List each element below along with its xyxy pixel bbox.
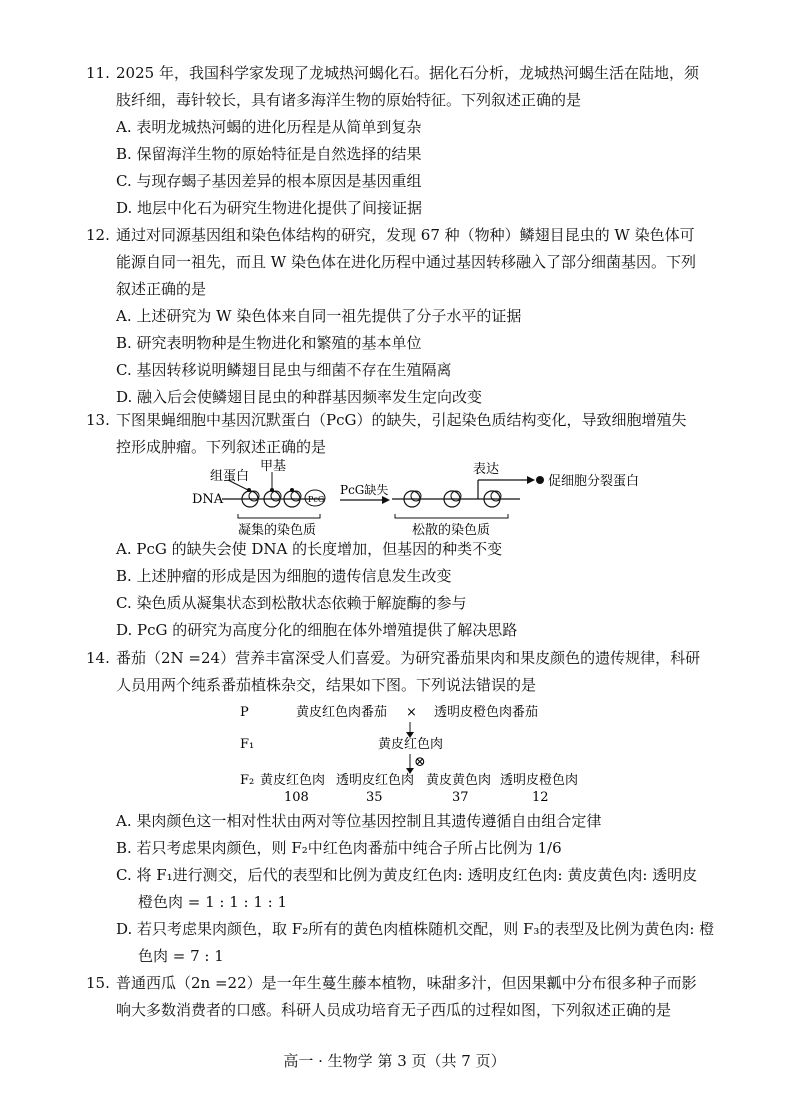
methyl-label: 甲基 xyxy=(260,459,287,474)
question-text: 叙述正确的是 xyxy=(116,280,207,298)
option-a: A. PcG 的缺失会使 DNA 的长度增加，但基因的种类不变 xyxy=(116,540,503,558)
question-text: 2025 年，我国科学家发现了龙城热河蝎化石。据化石分析，龙城热河蝎生活在陆地，须 xyxy=(116,64,699,82)
option-c: C. 与现存蝎子基因差异的根本原因是基因重组 xyxy=(116,172,422,190)
loose-label: 松散的染色质 xyxy=(412,523,491,536)
arrow-right-icon xyxy=(382,496,390,504)
nucleosome-icon xyxy=(264,488,281,507)
question-number: 15. xyxy=(86,974,110,992)
option-b: B. 研究表明物种是生物进化和繁殖的基本单位 xyxy=(116,334,422,352)
f1-phenotype: 黄皮红色肉 xyxy=(378,737,444,752)
question-text: 下图果蝇细胞中基因沉默蛋白（PcG）的缺失，引起染色质结构变化，导致细胞增殖失 xyxy=(116,411,687,429)
question-text: 控形成肿瘤。下列叙述正确的是 xyxy=(116,438,327,456)
f2-count: 12 xyxy=(532,790,549,804)
question-text: 番茄（2N =24）营养丰富深受人们喜爱。为研究番茄果肉和果皮颜色的遗传规律，科研 xyxy=(116,649,701,667)
f2-count: 35 xyxy=(366,790,383,804)
f2-type: 透明皮橙色肉 xyxy=(500,773,579,788)
f2-label: F₂ xyxy=(240,773,255,788)
question-number: 11. xyxy=(86,64,110,82)
question-number: 14. xyxy=(86,649,110,667)
p-label: P xyxy=(240,705,249,720)
option-a: A. 上述研究为 W 染色体来自同一祖先提供了分子水平的证据 xyxy=(116,307,522,325)
nucleosome-icon xyxy=(284,488,301,507)
option-a: A. 表明龙城热河蝎的进化历程是从简单到复杂 xyxy=(116,118,422,136)
option-b: B. 保留海洋生物的原始特征是自然选择的结果 xyxy=(116,145,422,163)
option-c: C. 将 F₁进行测交，后代的表型和比例为黄皮红色肉: 透明皮红色肉: 黄皮黄色肉: 透明皮 xyxy=(116,866,698,884)
option-a: A. 果肉颜色这一相对性状由两对等位基因控制且其遗传遵循自由组合定律 xyxy=(116,812,602,830)
dna-label: DNA xyxy=(192,492,224,507)
nucleosome-icon xyxy=(242,488,259,507)
page-footer: 高一 · 生物学 第 3 页（共 7 页） xyxy=(283,1052,506,1070)
parent-2: 透明皮橙色肉番茄 xyxy=(434,705,539,720)
question-text: 人员用两个纯系番茄植株杂交，结果如下图。下列说法错误的是 xyxy=(116,676,537,694)
protein-dot-icon xyxy=(536,476,544,484)
f2-type: 黄皮红色肉 xyxy=(260,773,326,788)
question-text: 通过对同源基因组和染色体结构的研究，发现 67 种（物种）鳞翅目昆虫的 W 染色体可 xyxy=(116,226,695,244)
f2-count: 37 xyxy=(452,790,469,804)
self-cross-icon: ⊗ xyxy=(414,754,426,770)
histone-label: 组蛋白 xyxy=(210,469,250,484)
option-c-continued: 橙色肉 = 1 : 1 : 1 : 1 xyxy=(138,893,288,911)
express-label: 表达 xyxy=(473,462,500,477)
option-d: D. 若只考虑果肉颜色，取 F₂所有的黄色肉植株随机交配，则 F₃的表型及比例为黄色肉: 橙 xyxy=(116,920,715,938)
question-number: 12. xyxy=(86,226,110,244)
option-d-continued: 色肉 = 7 : 1 xyxy=(138,947,224,965)
product-label: 促细胞分裂蛋白 xyxy=(548,474,640,489)
cross-diagram xyxy=(230,700,610,804)
f2-count: 108 xyxy=(284,790,309,804)
question-text: 普通西瓜（2n =22）是一年生蔓生藤本植物，味甜多汁，但因果瓤中分布很多种子而影 xyxy=(116,974,697,992)
question-text: 响大多数消费者的口感。科研人员成功培育无子西瓜的过程如图，下列叙述正确的是 xyxy=(116,1001,672,1019)
option-c: C. 基因转移说明鳞翅目昆虫与细菌不存在生殖隔离 xyxy=(116,361,452,379)
f1-label: F₁ xyxy=(240,737,255,752)
option-d: D. 融入后会使鳞翅目昆虫的种群基因频率发生定向改变 xyxy=(116,388,483,406)
question-text: 能源自同一祖先，而且 W 染色体在进化历程中通过基因转移融入了部分细菌基因。下列 xyxy=(116,253,696,271)
parent-1: 黄皮红色肉番茄 xyxy=(296,705,388,720)
f2-type: 黄皮黄色肉 xyxy=(426,773,492,788)
f2-type: 透明皮红色肉 xyxy=(336,773,415,788)
condensed-label: 凝集的染色质 xyxy=(238,523,317,536)
option-c: C. 染色质从凝集状态到松散状态依赖于解旋酶的参与 xyxy=(116,594,467,612)
pcg-label: PcG xyxy=(308,495,325,504)
option-d: D. 地层中化石为研究生物进化提供了间接证据 xyxy=(116,199,423,217)
question-text: 肢纤细，毒针较长，具有诸多海洋生物的原始特征。下列叙述正确的是 xyxy=(116,91,582,109)
option-b: B. 上述肿瘤的形成是因为细胞的遗传信息发生改变 xyxy=(116,567,452,585)
chromatin-diagram xyxy=(190,458,660,536)
option-b: B. 若只考虑果肉颜色，则 F₂中红色肉番茄中纯合子所占比例为 1/6 xyxy=(116,839,562,857)
question-number: 13. xyxy=(86,411,110,429)
option-d: D. PcG 的研究为高度分化的细胞在体外增殖提供了解决思路 xyxy=(116,621,518,639)
arrow-label: PcG缺失 xyxy=(340,483,389,497)
cross-symbol: × xyxy=(406,705,417,720)
